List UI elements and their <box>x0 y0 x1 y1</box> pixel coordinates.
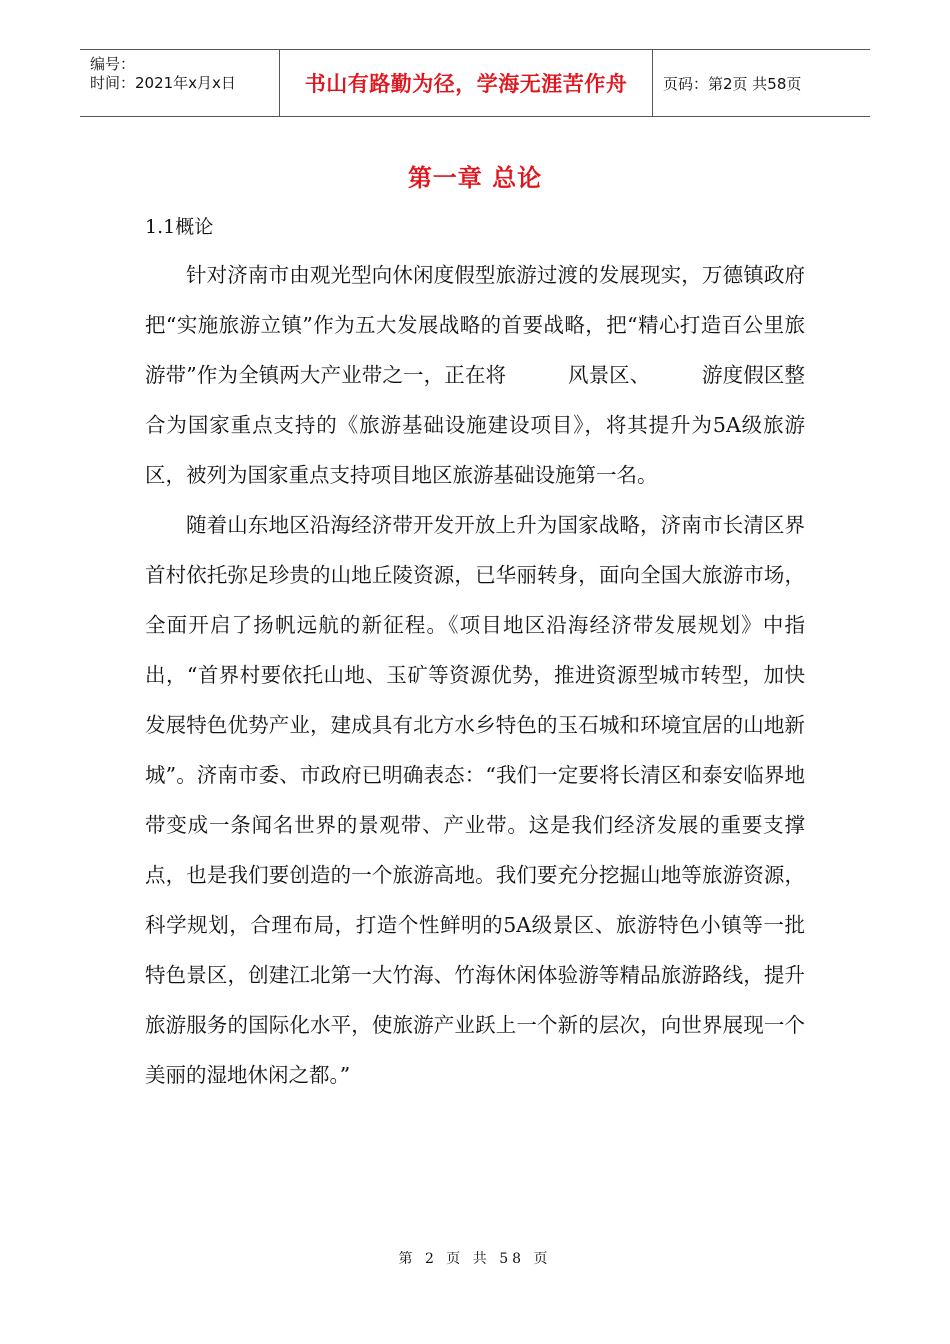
header-page-info: 页码：第2页 共58页 <box>663 74 802 93</box>
header-motto: 书山有路勤为径，学海无涯苦作舟 <box>280 50 653 116</box>
header-meta <box>80 50 280 116</box>
chapter-title: 第一章 总论 <box>407 164 543 192</box>
document-body <box>145 250 805 1100</box>
document-date-label: 时间：2021年x月x日 <box>90 74 236 92</box>
section-heading: 1.1概论 <box>145 216 214 238</box>
page-footer: 第 2 页 共 58 页 <box>398 1251 552 1267</box>
document-number-label: 编号： <box>90 55 136 73</box>
body-paragraph: 随着山东地区沿海经济带开发开放上升为国家战略，济南市长清区界首村依托弥足珍贵的山地丘陵资源，已华丽转身，面向全国大旅游市场，全面开启了扬帆远航的新征程。《项目地区沿海经济带发展规划》中指出，“首界村要依托山地、玉矿等资源优势，推进资源型城市转型，加快发展特色优势产业，建成具有北方水乡特色的玉石城和环境宜居的山地新城”。济南市委、市政府已明确表态：“我们一定要将长清区和泰安临界地带变成一条闻名世界的景观带、产业带。这是我们经济发展的重要支撑点，也是我们要创造的一个旅游高地。我们要充分挖掘山地等旅游资源，科学规划，合理布局，打造个性鲜明的5A级景区、旅游特色小镇等一批特色景区，创建江北第一大竹海、竹海休闲体验游等精品旅游路线，提升旅游服务的国际化水平，使旅游产业跃上一个新的层次，向世界展现一个美丽的湿地休闲之都。” <box>145 513 805 1087</box>
body-paragraph: 针对济南市由观光型向休闲度假型旅游过渡的发展现实，万德镇政府把“实施旅游立镇”作为五大发展战略的首要战略，把“精心打造百公里旅游带”作为全镇两大产业带之一，正在将 风景区、 游度假区整合为国家重点支持的《旅游基础设施建设项目》，将其提升为5A级旅游区，被列为国家重点支持项目地区旅游基础设施第一名。 <box>145 263 805 487</box>
page-header <box>80 49 870 117</box>
